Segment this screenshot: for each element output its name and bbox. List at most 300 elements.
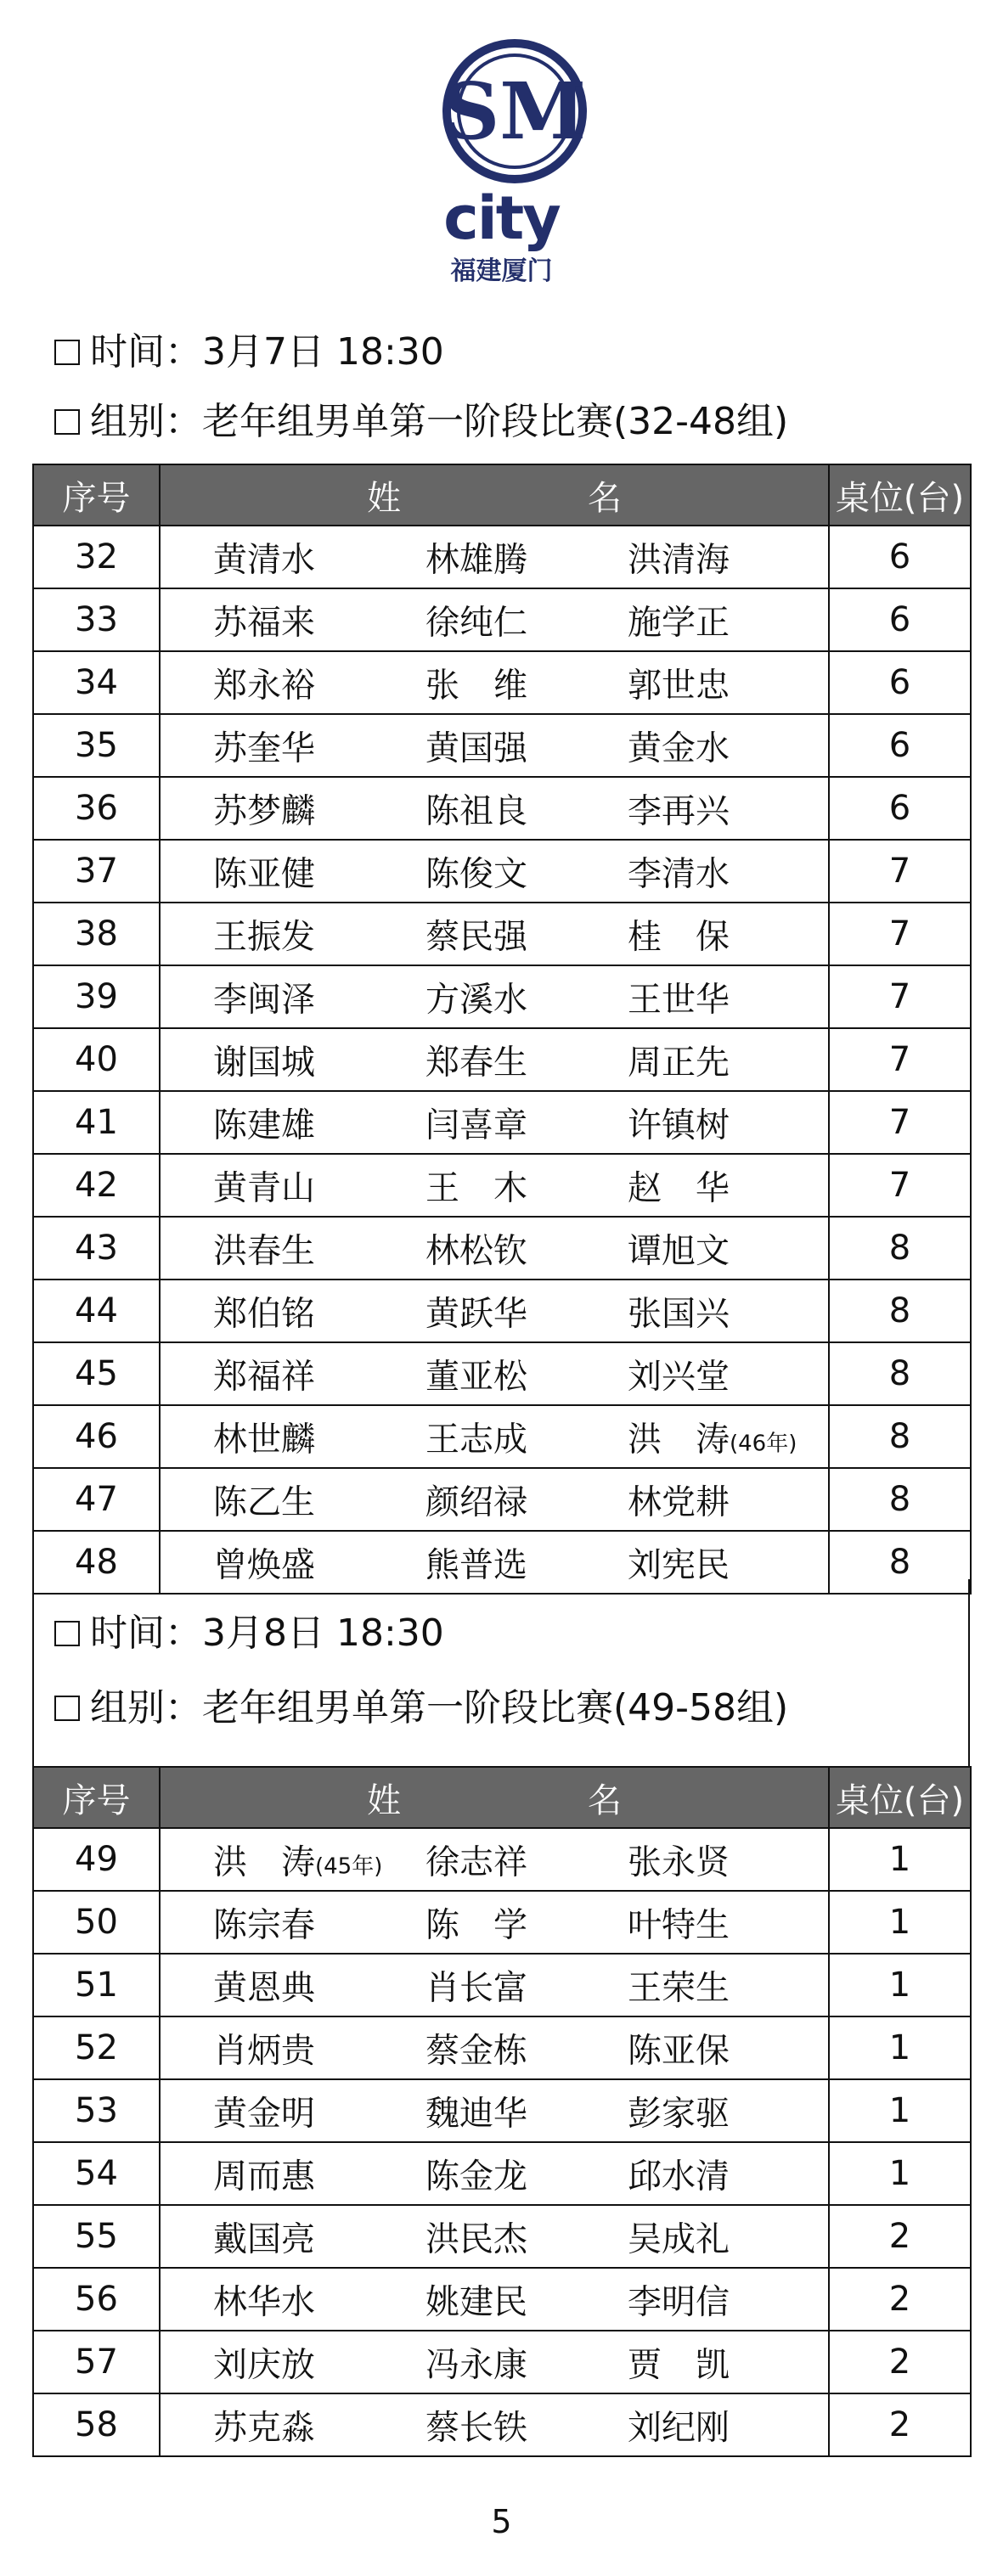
table-row (33, 2142, 971, 2205)
header-table: 桌位(台) (829, 464, 971, 526)
row-names (160, 1280, 829, 1342)
logo-location: 福建厦门 (450, 256, 553, 286)
player-name (628, 1099, 730, 1147)
player-name (425, 1350, 527, 1398)
player-name-text: 黄国强 (425, 728, 527, 768)
table-row (33, 651, 971, 714)
player-name-text: 肖长富 (425, 1968, 527, 2008)
row-table-number: 7 (829, 840, 971, 903)
player-name (213, 1287, 315, 1336)
row-table-number: 1 (829, 2016, 971, 2079)
table-row (33, 1405, 971, 1468)
table-row (33, 840, 971, 903)
player-name (213, 1961, 315, 2010)
player-name (213, 2024, 315, 2073)
player-name-text: 王志成 (425, 1420, 527, 1460)
player-name-text: 王振发 (213, 917, 315, 957)
table-row (33, 2331, 971, 2393)
row-table-number: 8 (829, 1342, 971, 1405)
row-seq: 42 (33, 1154, 160, 1217)
section1-table (32, 464, 972, 1595)
player-name (213, 847, 315, 896)
player-name-text: 陈乙生 (213, 1482, 315, 1522)
player-name (628, 2275, 730, 2324)
player-name (628, 722, 730, 770)
player-name (425, 2024, 527, 2073)
player-name (628, 659, 730, 707)
player-name-text: 蔡长铁 (425, 2408, 527, 2448)
player-name (425, 2213, 527, 2261)
player-name (425, 847, 527, 896)
player-name-text: 林松钦 (425, 1231, 527, 1271)
player-name-text: 林党耕 (628, 1482, 730, 1522)
row-table-number: 2 (829, 2393, 971, 2456)
table-row (33, 2205, 971, 2268)
player-name (628, 973, 730, 1021)
player-name (628, 847, 730, 896)
section-divider (32, 1579, 970, 1766)
player-name (425, 1287, 527, 1336)
player-name-text: 陈俊文 (425, 854, 527, 894)
player-name (213, 910, 315, 959)
player-name (213, 1099, 315, 1147)
table-row (33, 1468, 971, 1531)
player-name (628, 1224, 730, 1273)
player-name-text: 苏克淼 (213, 2408, 315, 2448)
section2-time-text: 时间：3月8日 18:30 (90, 1611, 444, 1655)
section2-group (54, 1686, 789, 1730)
table-header-row (33, 464, 971, 526)
row-seq: 56 (33, 2268, 160, 2331)
player-name (425, 1099, 527, 1147)
player-name-text: 林世麟 (213, 1420, 315, 1460)
player-name (425, 910, 527, 959)
table-row (33, 1342, 971, 1405)
header-seq: 序号 (33, 464, 160, 526)
header-name (160, 464, 829, 526)
player-name (628, 1836, 730, 1884)
player-name-text: 刘庆放 (213, 2345, 315, 2385)
row-table-number: 6 (829, 651, 971, 714)
player-name-text: 洪 涛 (628, 1420, 730, 1460)
player-name-text: 洪民杰 (425, 2219, 527, 2259)
row-seq: 40 (33, 1028, 160, 1091)
row-seq: 55 (33, 2205, 160, 2268)
row-seq: 51 (33, 1954, 160, 2016)
player-name-text: 曾焕盛 (213, 1545, 315, 1585)
row-names (160, 2205, 829, 2268)
player-name (425, 1836, 527, 1884)
row-names (160, 651, 829, 714)
row-names (160, 526, 829, 588)
table-row (33, 2268, 971, 2331)
player-name-text: 黄跃华 (425, 1294, 527, 1334)
row-names (160, 714, 829, 777)
player-name-text: 陈建雄 (213, 1105, 315, 1145)
player-name-text: 颜绍禄 (425, 1482, 527, 1522)
row-table-number: 8 (829, 1531, 971, 1594)
row-table-number: 1 (829, 1828, 971, 1891)
row-names (160, 1954, 829, 2016)
table-row (33, 588, 971, 651)
player-name-text: 贾 凯 (628, 2345, 730, 2385)
player-name-text: 黄清水 (213, 540, 315, 580)
row-table-number: 8 (829, 1217, 971, 1280)
player-name (425, 2275, 527, 2324)
table-row (33, 1154, 971, 1217)
row-table-number: 6 (829, 588, 971, 651)
player-name-text: 肖炳贵 (213, 2031, 315, 2071)
player-name (213, 2213, 315, 2261)
header-name-b: 名 (588, 478, 622, 518)
row-names (160, 777, 829, 840)
player-name-text: 黄青山 (213, 1168, 315, 1208)
player-name-text: 李再兴 (628, 791, 730, 831)
row-table-number: 1 (829, 2142, 971, 2205)
table-row (33, 526, 971, 588)
player-name (628, 1161, 730, 1210)
row-table-number: 2 (829, 2205, 971, 2268)
table-row (33, 714, 971, 777)
row-table-number: 7 (829, 903, 971, 965)
section1-group (54, 400, 789, 443)
row-table-number: 6 (829, 714, 971, 777)
player-name-text: 苏奎华 (213, 728, 315, 768)
player-name-text: 苏梦麟 (213, 791, 315, 831)
player-name-text: 周正先 (628, 1043, 730, 1083)
player-name-text: 邱水清 (628, 2157, 730, 2196)
player-name (425, 2401, 527, 2449)
player-name (628, 596, 730, 644)
table-row (33, 1828, 971, 1891)
player-name (213, 533, 315, 582)
section1-group-text: 组别：老年组男单第一阶段比赛(32-48组) (90, 400, 789, 443)
player-name-text: 叶特生 (628, 1905, 730, 1945)
player-name (628, 2338, 730, 2387)
player-name (425, 722, 527, 770)
row-names (160, 1154, 829, 1217)
table-row (33, 965, 971, 1028)
player-name-text: 李清水 (628, 854, 730, 894)
header-name (160, 1767, 829, 1828)
player-name-text: 魏迪华 (425, 2094, 527, 2134)
player-name-text: 桂 保 (628, 917, 730, 957)
row-names (160, 2142, 829, 2205)
player-name-text: 陈 学 (425, 1905, 527, 1945)
player-name (213, 1476, 315, 1524)
row-seq: 52 (33, 2016, 160, 2079)
player-name-text: 刘兴堂 (628, 1357, 730, 1397)
row-names (160, 2079, 829, 2142)
row-seq: 46 (33, 1405, 160, 1468)
row-table-number: 7 (829, 1154, 971, 1217)
row-names (160, 1342, 829, 1405)
player-name-text: 洪 涛 (213, 1842, 315, 1882)
row-seq: 58 (33, 2393, 160, 2456)
player-name (213, 1224, 315, 1273)
logo-mark-text: SM (442, 65, 587, 157)
player-name-text: 彭家驱 (628, 2094, 730, 2134)
player-name (213, 2401, 315, 2449)
row-names (160, 965, 829, 1028)
player-name-text: 赵 华 (628, 1168, 730, 1208)
section1-time (54, 330, 444, 374)
player-name (213, 596, 315, 644)
player-name-text: 戴国亮 (213, 2219, 315, 2259)
table-row (33, 1028, 971, 1091)
player-name-text: 陈宗春 (213, 1905, 315, 1945)
player-name (425, 973, 527, 1021)
player-name-text: 姚建民 (425, 2282, 527, 2322)
player-name (628, 1350, 730, 1398)
row-table-number: 7 (829, 965, 971, 1028)
section2-table (32, 1766, 972, 2457)
player-name-text: 郭世忠 (628, 666, 730, 706)
player-name-text: 郑春生 (425, 1043, 527, 1083)
header-name-a: 姓 (367, 478, 401, 518)
row-names (160, 1028, 829, 1091)
player-name-text: 李闽泽 (213, 980, 315, 1020)
player-name (425, 2150, 527, 2198)
player-name (628, 910, 730, 959)
player-name (213, 722, 315, 770)
player-name-text: 黄金水 (628, 728, 730, 768)
player-name-text: 董亚松 (425, 1357, 527, 1397)
section1-time-text: 时间：3月7日 18:30 (90, 330, 444, 374)
row-names (160, 2331, 829, 2393)
row-table-number: 1 (829, 1954, 971, 2016)
player-name-text: 蔡民强 (425, 917, 527, 957)
player-name-text: 林雄腾 (425, 540, 527, 580)
player-name (425, 1961, 527, 2010)
player-name (425, 2338, 527, 2387)
row-names (160, 840, 829, 903)
player-name-text: 郑伯铭 (213, 1294, 315, 1334)
player-name-text: 徐志祥 (425, 1842, 527, 1882)
player-name (628, 1961, 730, 2010)
player-name (213, 973, 315, 1021)
table-row (33, 1091, 971, 1154)
player-name (425, 659, 527, 707)
player-name-text: 陈亚保 (628, 2031, 730, 2071)
row-names (160, 2016, 829, 2079)
row-seq: 45 (33, 1342, 160, 1405)
player-birth-year-note: (45年) (315, 1853, 383, 1880)
player-name (213, 1036, 315, 1084)
row-table-number: 6 (829, 526, 971, 588)
player-name-text: 林华水 (213, 2282, 315, 2322)
checkbox-square-icon (54, 340, 80, 365)
player-name (425, 1413, 527, 1461)
player-name (213, 1350, 315, 1398)
player-name-text: 张国兴 (628, 1294, 730, 1334)
row-seq: 47 (33, 1468, 160, 1531)
player-name (213, 1898, 315, 1947)
row-seq: 32 (33, 526, 160, 588)
table-row (33, 1954, 971, 2016)
section2-rows (33, 1828, 971, 2456)
player-name-text: 王荣生 (628, 1968, 730, 2008)
player-name-text: 刘宪民 (628, 1545, 730, 1585)
player-name (213, 659, 315, 707)
player-name-text: 洪春生 (213, 1231, 315, 1271)
player-name-text: 谢国城 (213, 1043, 315, 1083)
player-name (628, 2024, 730, 2073)
sm-city-logo (0, 0, 1003, 306)
row-table-number: 8 (829, 1280, 971, 1342)
row-table-number: 1 (829, 1891, 971, 1954)
table-row (33, 1217, 971, 1280)
row-names (160, 588, 829, 651)
row-table-number: 2 (829, 2331, 971, 2393)
player-name-text: 刘纪刚 (628, 2408, 730, 2448)
player-name (213, 785, 315, 833)
player-name-text: 郑福祥 (213, 1357, 315, 1397)
row-seq: 35 (33, 714, 160, 777)
player-name (213, 1161, 315, 1210)
row-seq: 50 (33, 1891, 160, 1954)
header-name-b: 名 (588, 1780, 622, 1820)
player-name (425, 1898, 527, 1947)
player-name-text: 闫喜章 (425, 1105, 527, 1145)
player-name-text: 洪清海 (628, 540, 730, 580)
player-name-text: 冯永康 (425, 2345, 527, 2385)
player-name-text: 许镇树 (628, 1105, 730, 1145)
player-name (425, 1224, 527, 1273)
row-seq: 44 (33, 1280, 160, 1342)
row-table-number: 8 (829, 1468, 971, 1531)
checkbox-square-icon (54, 409, 80, 435)
player-name-text: 苏福来 (213, 603, 315, 643)
row-table-number: 6 (829, 777, 971, 840)
player-name (425, 1036, 527, 1084)
checkbox-square-icon (54, 1621, 80, 1646)
header-name-a: 姓 (367, 1780, 401, 1820)
row-names (160, 1828, 829, 1891)
row-names (160, 1468, 829, 1531)
logo-wordmark: city (443, 183, 560, 253)
player-name-text: 陈祖良 (425, 791, 527, 831)
sm-logo-mark (442, 38, 588, 184)
row-seq: 33 (33, 588, 160, 651)
player-name (213, 1413, 315, 1461)
player-name (628, 2150, 730, 2198)
checkbox-square-icon (54, 1696, 80, 1721)
player-name (213, 2275, 315, 2324)
player-name-text: 熊普选 (425, 1545, 527, 1585)
row-names (160, 1405, 829, 1468)
header-seq: 序号 (33, 1767, 160, 1828)
row-names (160, 2393, 829, 2456)
player-name-text: 方溪水 (425, 980, 527, 1020)
row-seq: 38 (33, 903, 160, 965)
row-seq: 53 (33, 2079, 160, 2142)
row-seq: 57 (33, 2331, 160, 2393)
row-table-number: 7 (829, 1028, 971, 1091)
row-names (160, 1891, 829, 1954)
table-row (33, 2016, 971, 2079)
row-table-number: 1 (829, 2079, 971, 2142)
row-seq: 39 (33, 965, 160, 1028)
player-name-text: 陈金龙 (425, 2157, 527, 2196)
player-name-text: 谭旭文 (628, 1231, 730, 1271)
table-row (33, 903, 971, 965)
player-name (628, 785, 730, 833)
player-name-text: 蔡金栋 (425, 2031, 527, 2071)
row-names (160, 1217, 829, 1280)
table-row (33, 1280, 971, 1342)
player-name (628, 1287, 730, 1336)
row-table-number: 2 (829, 2268, 971, 2331)
player-name-text: 李明信 (628, 2282, 730, 2322)
player-birth-year-note: (46年) (730, 1431, 797, 1457)
player-name (628, 533, 730, 582)
section1-rows (33, 526, 971, 1594)
row-seq: 34 (33, 651, 160, 714)
player-name (425, 1476, 527, 1524)
row-names (160, 903, 829, 965)
player-name-text: 吴成礼 (628, 2219, 730, 2259)
player-name (425, 596, 527, 644)
player-name-text: 陈亚健 (213, 854, 315, 894)
player-name-text: 周而惠 (213, 2157, 315, 2196)
player-name (213, 2087, 315, 2135)
row-names (160, 1091, 829, 1154)
player-name (425, 2087, 527, 2135)
player-name (628, 1476, 730, 1524)
player-name-text: 张 维 (425, 666, 527, 706)
player-name (213, 2338, 315, 2387)
player-name (213, 2150, 315, 2198)
player-name-text: 黄金明 (213, 2094, 315, 2134)
row-seq: 37 (33, 840, 160, 903)
player-name-text: 施学正 (628, 603, 730, 643)
row-table-number: 7 (829, 1091, 971, 1154)
player-name-text: 张永贤 (628, 1842, 730, 1882)
player-name (628, 2401, 730, 2449)
player-name-text: 黄恩典 (213, 1968, 315, 2008)
table-header-row (33, 1767, 971, 1828)
player-name (425, 533, 527, 582)
player-name (628, 1413, 797, 1461)
row-seq: 36 (33, 777, 160, 840)
row-seq: 48 (33, 1531, 160, 1594)
player-name (628, 1036, 730, 1084)
player-name (425, 785, 527, 833)
table-row (33, 2393, 971, 2456)
table-row (33, 1891, 971, 1954)
player-name (425, 1161, 527, 1210)
row-seq: 49 (33, 1828, 160, 1891)
table-row (33, 777, 971, 840)
row-seq: 54 (33, 2142, 160, 2205)
page-number: 5 (491, 2503, 512, 2540)
section2-group-text: 组别：老年组男单第一阶段比赛(49-58组) (90, 1686, 789, 1730)
row-names (160, 2268, 829, 2331)
player-name-text: 王世华 (628, 980, 730, 1020)
row-seq: 43 (33, 1217, 160, 1280)
player-name (628, 2213, 730, 2261)
section2-time (54, 1611, 444, 1655)
player-name (628, 1898, 730, 1947)
row-seq: 41 (33, 1091, 160, 1154)
player-name-text: 王 木 (425, 1168, 527, 1208)
player-name-text: 郑永裕 (213, 666, 315, 706)
player-name-text: 徐纯仁 (425, 603, 527, 643)
row-table-number: 8 (829, 1405, 971, 1468)
player-name (628, 2087, 730, 2135)
player-name (213, 1836, 382, 1884)
